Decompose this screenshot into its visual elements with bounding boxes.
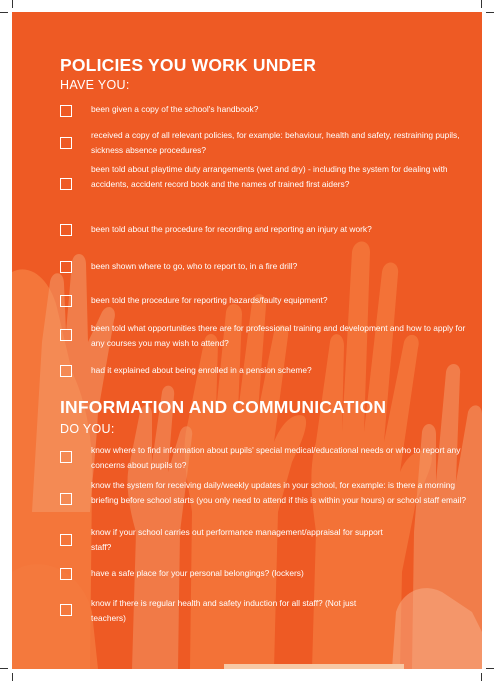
checklist-content	[12, 12, 482, 669]
checklist-item-text: had it explained about being enrolled in a pension scheme?	[91, 365, 312, 375]
crop-mark	[481, 673, 482, 681]
checkbox[interactable]	[60, 365, 72, 377]
checkbox[interactable]	[60, 493, 72, 505]
checklist-item-text: know where to find information about pupils' special medical/educational needs or who to report any concerns about pupils to?	[91, 445, 461, 470]
crop-mark	[12, 0, 13, 8]
checklist-item-text: know the system for receiving daily/weekly updates in your school, for example: is there a morning briefing before school starts (you only need to attend if this is within your hours) or school staff email?	[91, 480, 467, 505]
checkbox[interactable]	[60, 329, 72, 341]
checklist-item-text: been shown where to go, who to report to, in a fire drill?	[91, 261, 298, 271]
crop-mark	[0, 12, 8, 13]
checkbox[interactable]	[60, 295, 72, 307]
checklist-item-text: know if your school carries out performance management/appraisal for support staff?	[91, 527, 383, 552]
checklist-item-text: been told about playtime duty arrangements (wet and dry) - including the system for dealing with accidents, accident record book and the names of trained first aiders?	[91, 164, 448, 189]
crop-mark	[12, 673, 13, 681]
bottom-accent-bar	[224, 664, 404, 669]
checklist-item-text: been given a copy of the school's handbook?	[91, 104, 259, 114]
section-subtitle-have-you: HAVE YOU:	[60, 78, 130, 92]
checklist-item-text: received a copy of all relevant policies, for example: behaviour, health and safety, restraining pupils, sickness absence procedures?	[91, 130, 460, 155]
crop-mark	[486, 668, 494, 669]
checklist-item-text: been told the procedure for reporting hazards/faulty equipment?	[91, 295, 328, 305]
checkbox[interactable]	[60, 178, 72, 190]
section-subtitle-do-you: DO YOU:	[60, 422, 115, 436]
checklist-item-text: know if there is regular health and safety induction for all staff? (Not just teachers)	[91, 598, 357, 623]
leaflet-page	[12, 12, 482, 669]
crop-mark	[481, 0, 482, 8]
checkbox[interactable]	[60, 261, 72, 273]
checkbox[interactable]	[60, 534, 72, 546]
checkbox[interactable]	[60, 451, 72, 463]
checklist-item-text: been told what opportunities there are for professional training and development and how to apply for any courses you may wish to attend?	[91, 323, 466, 348]
checklist-item-text: have a safe place for your personal belongings? (lockers)	[91, 568, 304, 578]
crop-mark	[486, 12, 494, 13]
checkbox[interactable]	[60, 568, 72, 580]
section-title-policies: POLICIES YOU WORK UNDER	[60, 55, 317, 75]
crop-mark	[0, 668, 8, 669]
checkbox[interactable]	[60, 224, 72, 236]
section-title-information: INFORMATION AND COMMUNICATION	[60, 397, 387, 417]
checkbox[interactable]	[60, 604, 72, 616]
checklist-item-text: been told about the procedure for recording and reporting an injury at work?	[91, 224, 372, 234]
checkbox[interactable]	[60, 137, 72, 149]
checkbox[interactable]	[60, 105, 72, 117]
